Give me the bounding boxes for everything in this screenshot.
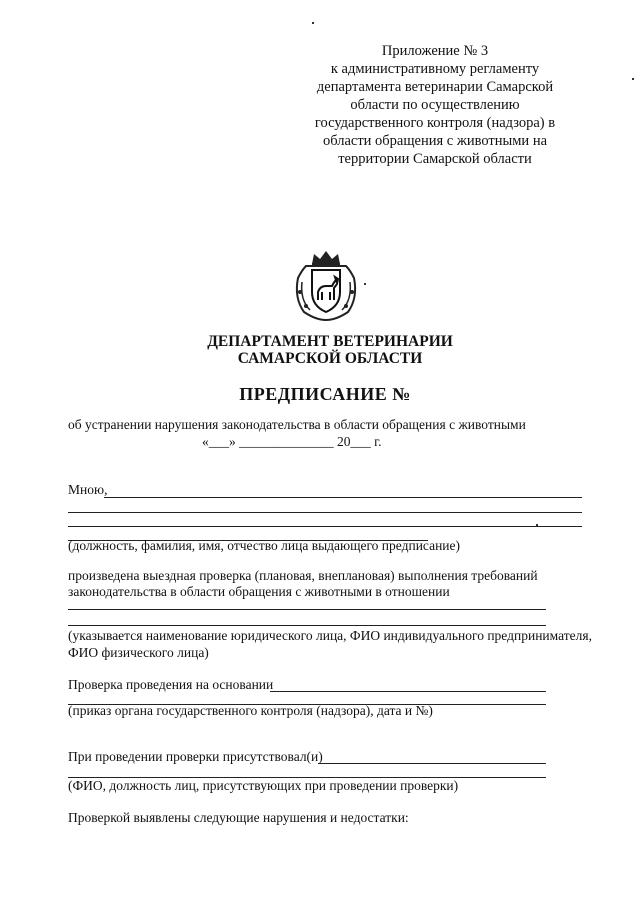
samara-coat-of-arms-icon	[290, 248, 362, 322]
annex-line: Приложение № 3	[381, 43, 489, 59]
page-title: ПРЕДПИСАНИЕ №	[239, 384, 411, 404]
inspection-text: законодательства в области обращения с животными в отношении	[68, 584, 450, 599]
issuer-field-line[interactable]	[68, 526, 582, 527]
present-label: При проведении проверки присутствовал(и)	[68, 749, 323, 764]
department-name	[200, 333, 460, 367]
scan-speck	[364, 283, 366, 285]
annex-line: области обращения с животными на	[322, 133, 548, 149]
inspection-text: произведена выездная проверка (плановая, внеплановая) выполнения требований	[68, 568, 538, 583]
annex-line: территории Самарской области	[338, 151, 532, 167]
department-line: САМАРСКОЙ ОБЛАСТИ	[237, 350, 423, 367]
annex-line: департамента ветеринарии Самарской	[316, 79, 554, 95]
subtitle: об устранении нарушения законодательства в области обращения с животными	[68, 417, 526, 432]
annex-line: области по осуществлению	[350, 97, 520, 113]
inspected-entity-caption: (указывается наименование юридического лица, ФИО индивидуального предпринимателя,	[68, 628, 592, 643]
basis-field[interactable]	[270, 691, 546, 692]
present-caption: (ФИО, должность лиц, присутствующих при проведении проверки)	[68, 778, 459, 793]
issuer-field-line[interactable]	[68, 512, 582, 513]
basis-caption: (приказ органа государственного контроля (надзора), дата и №)	[68, 703, 433, 718]
annex-line: государственного контроля (надзора) в	[314, 115, 556, 131]
department-line: ДЕПАРТАМЕНТ ВЕТЕРИНАРИИ	[207, 333, 453, 350]
inspected-entity-caption: ФИО физического лица)	[68, 645, 209, 660]
scan-speck	[312, 22, 314, 24]
basis-label: Проверка проведения на основании	[68, 677, 274, 692]
violations-label: Проверкой выявлены следующие нарушения и недостатки:	[68, 810, 409, 825]
inspected-entity-field[interactable]	[68, 609, 546, 610]
annex-line: к административному регламенту	[330, 61, 540, 77]
annex-header	[300, 42, 570, 168]
issuer-field[interactable]	[104, 497, 582, 498]
issuer-caption: (должность, фамилия, имя, отчество лица выдающего предписание)	[68, 538, 461, 553]
inspected-entity-field-line[interactable]	[68, 625, 546, 626]
issuer-label: Мною,	[68, 482, 108, 497]
date-line: «___» ______________ 20___ г.	[202, 434, 382, 449]
present-field[interactable]	[318, 763, 546, 764]
scan-speck	[632, 78, 634, 80]
